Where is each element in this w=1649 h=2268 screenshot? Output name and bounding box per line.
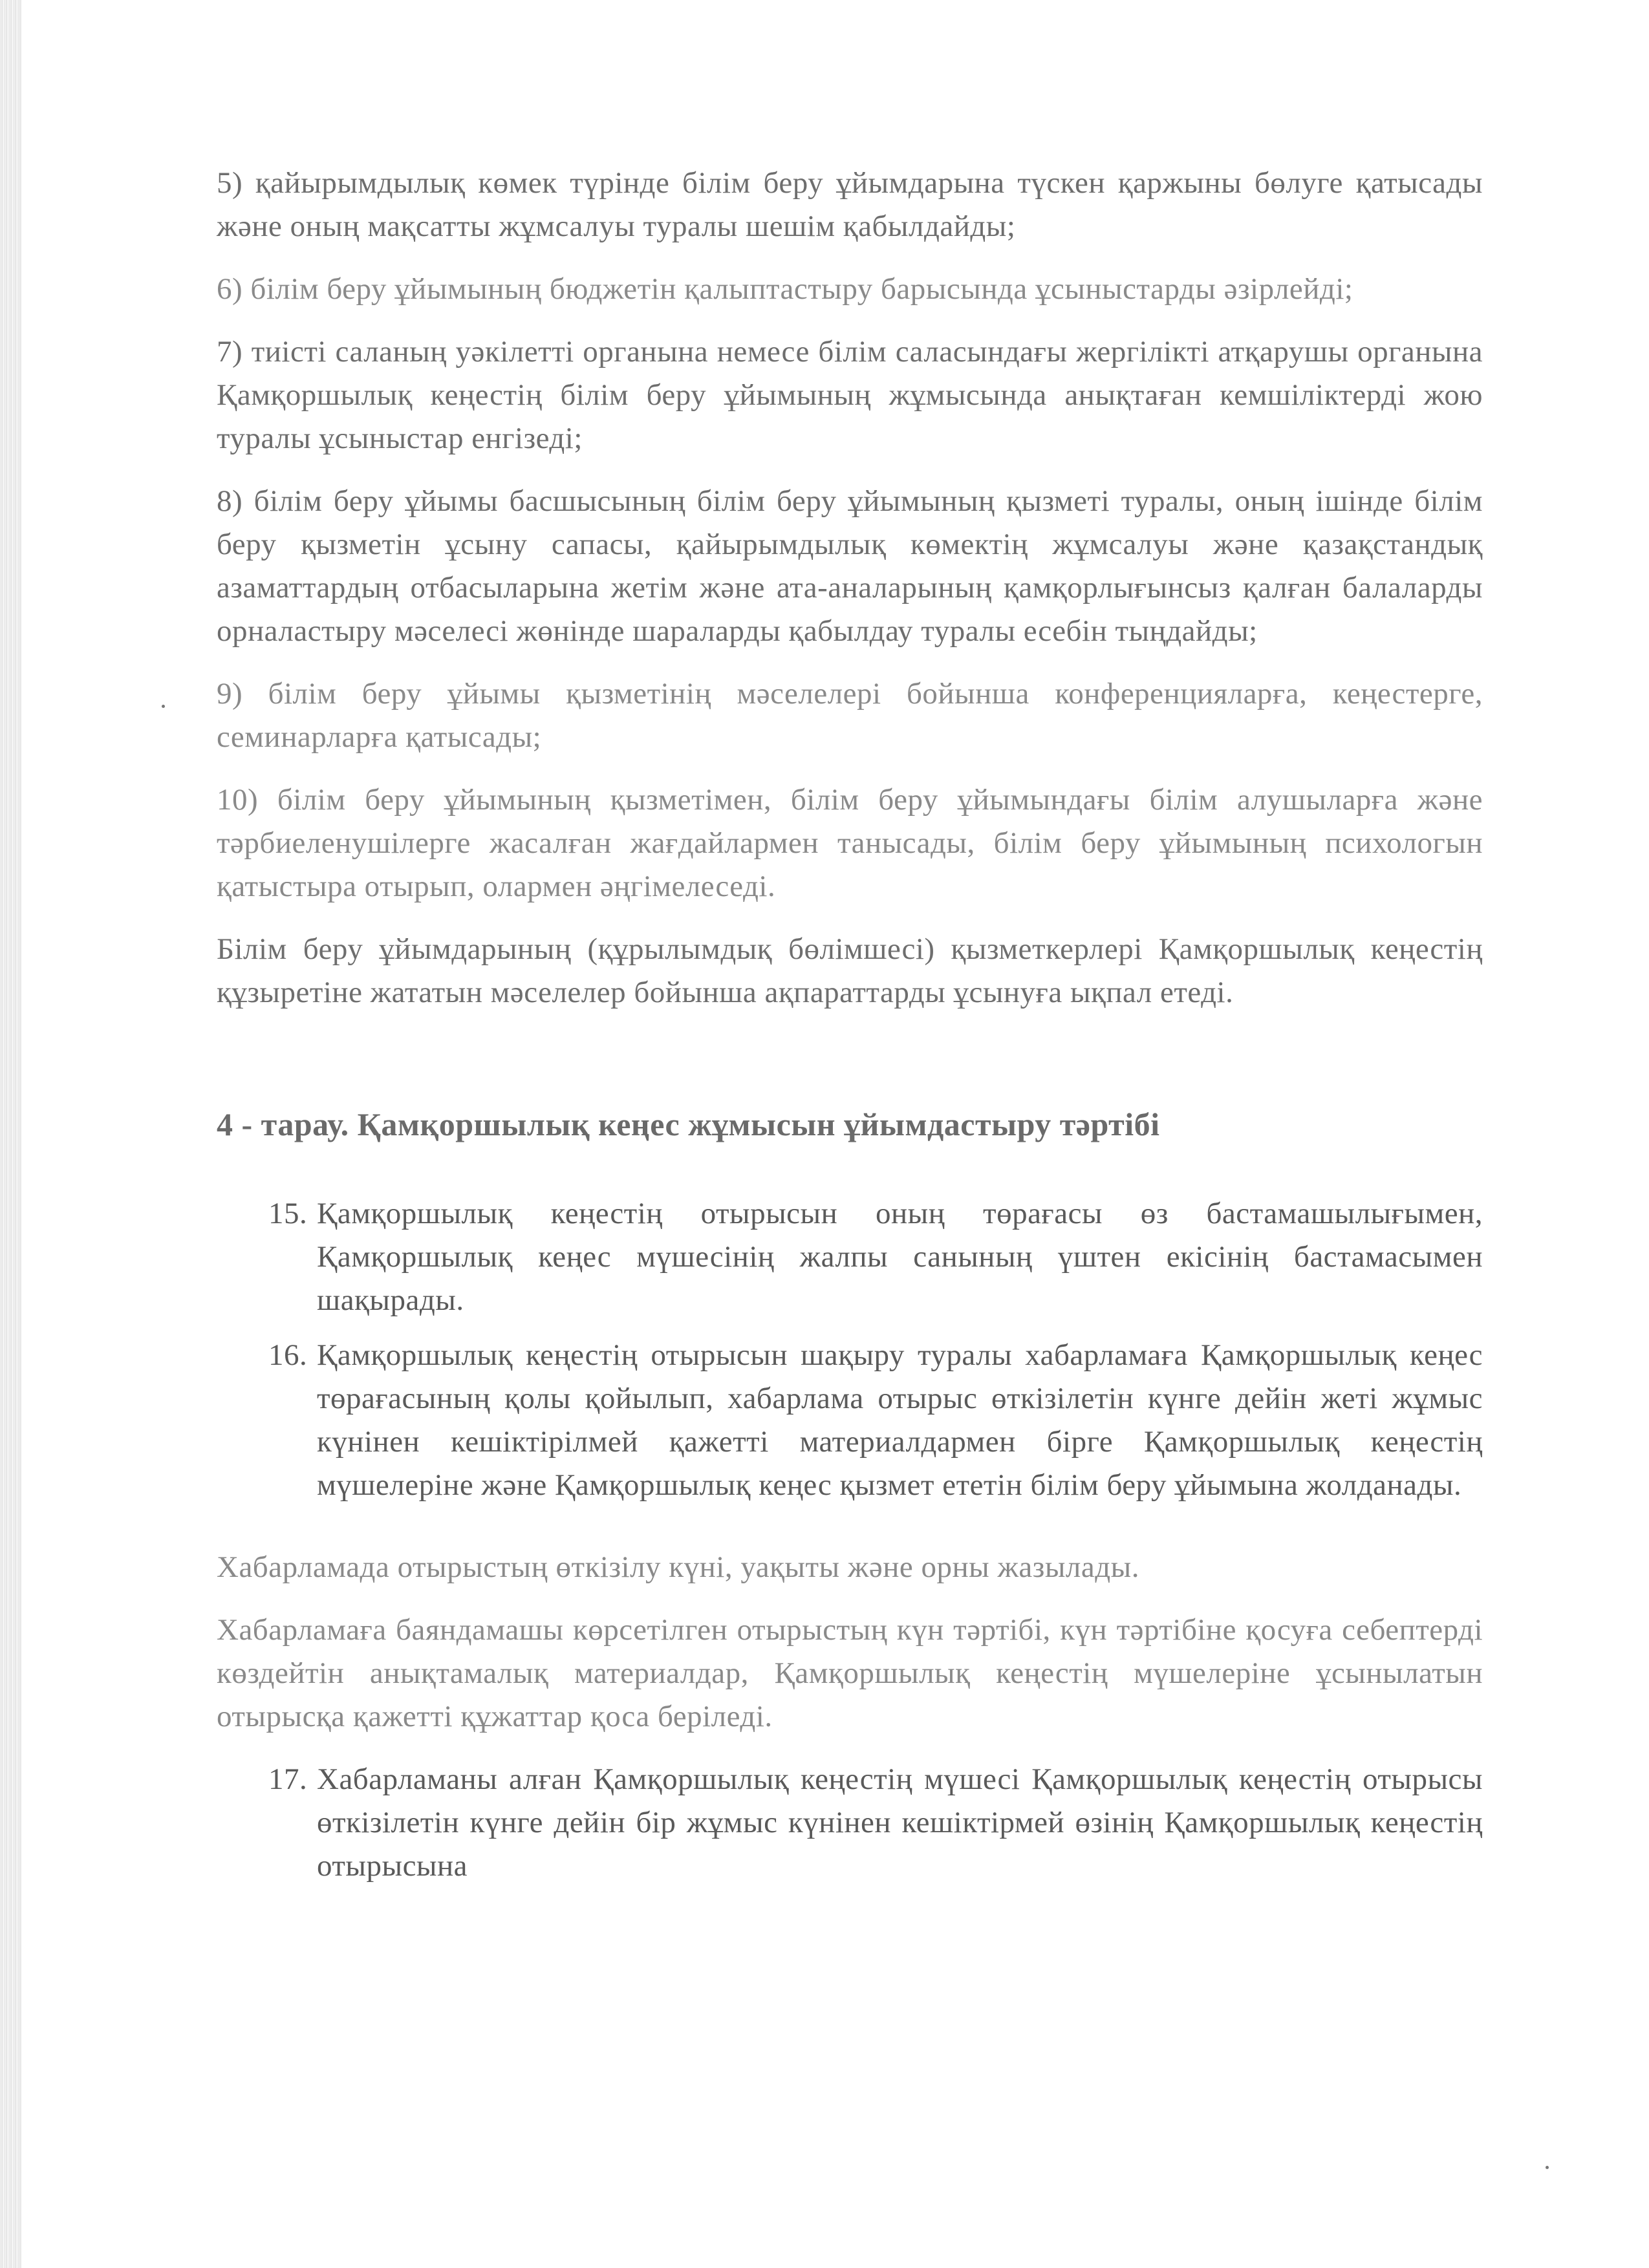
chapter-heading: 4 - тарау. Қамқоршылық кеңес жұмысын ұйымдастыру тәртібі [217, 1106, 1160, 1142]
paragraph-item-7: 7) тиісті саланың уәкілетті органына немесе білім саласындағы жергілікті атқарушы органына Қамқоршылық кеңестің білім беру ұйымының жұмысында анықтаған кемшіліктерді жою туралы ұсыныстар енгізеді; [217, 335, 1483, 455]
clause-16 [217, 1334, 1483, 1507]
paragraph-item-10: 10) білім беру ұйымының қызметімен, білім беру ұйымындағы білім алушыларға және тәрбиеленушілерге жасалған жағдайлармен танысады, білім беру ұйымының психологын қатыстыра отырып, олармен әңгімелеседі. [217, 783, 1483, 903]
scan-speck [162, 705, 165, 708]
paragraph-item-6: 6) білім беру ұйымының бюджетін қалыптастыру барысында ұсыныстарды әзірлейді; [217, 272, 1353, 306]
paragraph-staff-info: Білім беру ұйымдарының (құрылымдық бөлімшесі) қызметкерлері Қамқоршылық кеңестің құзыретіне жататын мәселелер бойынша ақпараттарды ұсынуға ықпал етеді. [217, 932, 1483, 1009]
scan-edge-artifact [0, 0, 22, 2268]
document-page [217, 162, 1483, 1899]
clause-text: Хабарламаны алған Қамқоршылық кеңестің мүшесі Қамқоршылық кеңестің отырысы өткізілетін күнге дейін бір жұмыс күнінен кешіктірмей өзінің Қамқоршылық кеңестің отырысына [317, 1762, 1483, 1883]
clause-text: Қамқоршылық кеңестің отырысын шақыру туралы хабарламаға Қамқоршылық кеңес төрағасының қолы қойылып, хабарлама отырыс өткізілетін күнге дейін жеті жұмыс күнінен кешіктірілмей қажетті материалдармен бірге Қамқоршылық кеңестің мүшелеріне және Қамқоршылық кеңес қызмет ететін білім беру ұйымына жолданады. [317, 1338, 1483, 1502]
paragraph-notice-attachments: Хабарламаға баяндамашы көрсетілген отырыстың күн тәртібі, күн тәртібіне қосуға себептерді көздейтін анықтамалық материалдар, Қамқоршылық кеңестің мүшелеріне ұсынылатын отырысқа қажетті құжаттар қоса беріледі. [217, 1613, 1483, 1733]
paragraph-notice-date: Хабарламада отырыстың өткізілу күні, уақыты және орны жазылады. [217, 1550, 1139, 1584]
clause-number: 15. [268, 1197, 308, 1230]
paragraph-item-5: 5) қайырымдылық көмек түрінде білім беру ұйымдарына түскен қаржыны бөлуге қатысады және оның мақсатты жұмсалуы туралы шешім қабылдайды; [217, 166, 1483, 243]
clause-number: 16. [268, 1338, 308, 1372]
clause-text: Қамқоршылық кеңестің отырысын оның төрағасы өз бастамашылығымен, Қамқоршылық кеңес мүшесінің жалпы санының үштен екісінің бастамасымен шақырады. [317, 1197, 1483, 1317]
paragraph-item-8: 8) білім беру ұйымы басшысының білім беру ұйымының қызметі туралы, оның ішінде білім беру қызметін ұсыну сапасы, қайырымдылық көмектің жұмсалуы және қазақстандық азаматтардың отбасыларына жетім және ата-аналарының қамқорлығынсыз қалған балаларды орналастыру мәселесі жөнінде шараларды қабылдау туралы есебін тыңдайды; [217, 484, 1483, 648]
paragraph-item-9: 9) білім беру ұйымы қызметінің мәселелері бойынша конференцияларға, кеңестерге, семинарларға қатысады; [217, 677, 1483, 754]
clause-17 [217, 1758, 1483, 1888]
clause-15 [217, 1192, 1483, 1322]
scan-speck [1546, 2166, 1549, 2169]
clause-number: 17. [268, 1762, 308, 1796]
